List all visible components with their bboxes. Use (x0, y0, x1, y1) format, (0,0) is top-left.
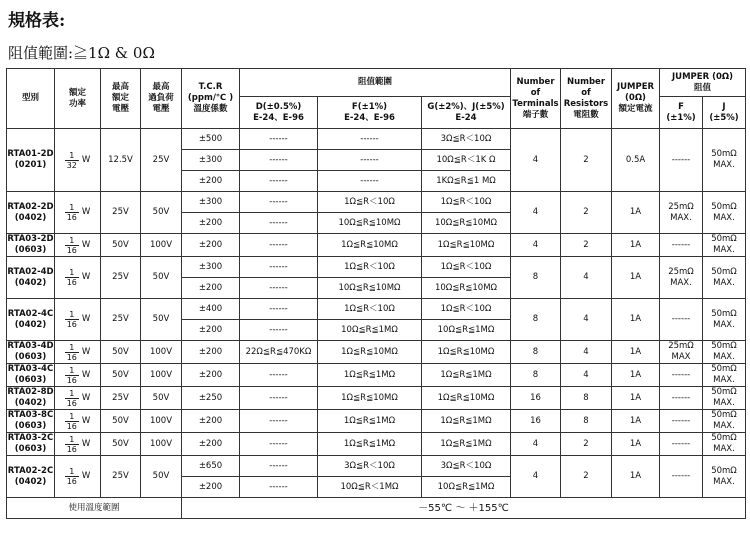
power-denominator: 16 (66, 245, 77, 255)
power-cell (55, 364, 101, 387)
jumper-j-cell: 50mΩ MAX. (703, 433, 746, 456)
overload-voltage-cell: 50V (141, 299, 182, 341)
range-d-cell: ------ (240, 171, 318, 192)
range-f-cell: 1Ω≦R≦1MΩ (318, 410, 422, 433)
spec-table (6, 68, 746, 519)
power-unit: W (81, 369, 91, 380)
power-cell (55, 387, 101, 410)
header-max-rated-voltage: 最高 額定 電壓 (101, 69, 141, 129)
range-d-cell: ------ (240, 387, 318, 410)
power-fraction (65, 151, 79, 170)
jumper-f-cell: 25mΩ MAX. (660, 257, 703, 299)
header-range-g: G(±2%)、J(±5%) E-24 (422, 97, 511, 129)
terminals-cell: 4 (511, 192, 561, 234)
power-fraction (65, 435, 79, 454)
overload-voltage-cell: 50V (141, 257, 182, 299)
jumper-current-cell: 1A (612, 387, 660, 410)
jumper-current-cell: 1A (612, 257, 660, 299)
range-d-cell: ------ (240, 129, 318, 150)
range-g-cell: 1Ω≦R≦10MΩ (422, 387, 511, 410)
rated-voltage-cell: 25V (101, 299, 141, 341)
resistors-cell: 4 (561, 299, 612, 341)
header-type: 型別 (7, 69, 55, 129)
range-d-cell: ------ (240, 192, 318, 213)
tcr-cell: ±300 (182, 192, 240, 213)
jumper-j-cell: 50mΩ MAX. (703, 387, 746, 410)
jumper-current-cell: 1A (612, 299, 660, 341)
rated-voltage-cell: 50V (101, 234, 141, 257)
jumper-j-cell: 50mΩ MAX. (703, 456, 746, 498)
rated-voltage-cell: 25V (101, 257, 141, 299)
terminals-cell: 4 (511, 129, 561, 192)
jumper-current-cell: 1A (612, 341, 660, 364)
terminals-cell: 8 (511, 299, 561, 341)
tcr-cell: ±200 (182, 278, 240, 299)
range-d-cell: ------ (240, 477, 318, 498)
jumper-j-cell: 50mΩ MAX. (703, 129, 746, 192)
range-f-cell: 10Ω≦R≦10MΩ (318, 278, 422, 299)
jumper-j-cell: 50mΩ MAX. (703, 410, 746, 433)
overload-voltage-cell: 100V (141, 234, 182, 257)
range-d-cell: ------ (240, 410, 318, 433)
jumper-f-cell: ------ (660, 234, 703, 257)
resistors-cell: 4 (561, 364, 612, 387)
table-row (7, 341, 746, 364)
table-row (7, 387, 746, 410)
spec-table-header (7, 69, 746, 129)
range-d-cell: ------ (240, 456, 318, 477)
overload-voltage-cell: 25V (141, 129, 182, 192)
rated-voltage-cell: 50V (101, 410, 141, 433)
power-cell (55, 234, 101, 257)
table-row (7, 299, 746, 320)
header-resistance-range: 阻值範圍 (240, 69, 511, 97)
model-cell: RTA03-4C (0603) (7, 364, 54, 385)
power-fraction (65, 389, 79, 408)
range-d-cell: ------ (240, 213, 318, 234)
spec-table-footer (7, 498, 746, 519)
range-d-cell: ------ (240, 234, 318, 257)
rated-voltage-cell: 12.5V (101, 129, 141, 192)
header-jumper-f: F (±1%) (660, 97, 703, 129)
jumper-current-cell: 1A (612, 410, 660, 433)
resistors-cell: 2 (561, 129, 612, 192)
table-row (7, 433, 746, 456)
terminals-cell: 16 (511, 410, 561, 433)
range-g-cell: 10Ω≦R≦1MΩ (422, 320, 511, 341)
table-row (7, 257, 746, 278)
power-fraction (65, 268, 79, 287)
range-f-cell: 1Ω≦R≦10MΩ (318, 234, 422, 257)
terminals-cell: 4 (511, 456, 561, 498)
range-f-cell: 1Ω≦R≦10MΩ (318, 341, 422, 364)
power-fraction (65, 467, 79, 486)
power-unit: W (81, 154, 91, 165)
range-d-cell: ------ (240, 364, 318, 387)
tcr-cell: ±200 (182, 364, 240, 387)
power-unit: W (81, 272, 91, 282)
range-g-cell: 1Ω≦R＜10Ω (422, 192, 511, 213)
power-numerator: 1 (65, 268, 79, 278)
range-d-cell: ------ (240, 257, 318, 278)
power-numerator: 1 (65, 435, 79, 445)
tcr-cell: ±300 (182, 150, 240, 171)
model-cell: RTA03-8C (0603) (7, 410, 54, 431)
power-denominator: 16 (66, 320, 77, 329)
power-unit: W (81, 346, 91, 357)
tcr-cell: ±250 (182, 387, 240, 410)
jumper-f-cell: ------ (660, 456, 703, 498)
jumper-f-cell: ------ (660, 410, 703, 433)
jumper-current-cell: 1A (612, 433, 660, 456)
model-cell: RTA01-2D (0201) (7, 129, 55, 192)
power-denominator: 16 (66, 444, 77, 454)
resistors-cell: 2 (561, 456, 612, 498)
tcr-cell: ±650 (182, 456, 240, 477)
power-numerator: 1 (65, 236, 79, 246)
tcr-cell: ±200 (182, 433, 240, 456)
table-row (7, 364, 746, 387)
range-f-cell: 10Ω≦R≦10MΩ (318, 213, 422, 234)
terminals-cell: 8 (511, 341, 561, 364)
resistors-cell: 8 (561, 410, 612, 433)
tcr-cell: ±200 (182, 234, 240, 257)
resistors-cell: 4 (561, 341, 612, 364)
power-fraction (65, 310, 79, 329)
range-g-cell: 1Ω≦R＜10Ω (422, 299, 511, 320)
tcr-cell: ±200 (182, 410, 240, 433)
overload-voltage-cell: 100V (141, 433, 182, 456)
overload-voltage-cell: 50V (141, 387, 182, 410)
rated-voltage-cell: 50V (101, 341, 141, 364)
range-f-cell: 1Ω≦R≦10MΩ (318, 387, 422, 410)
operating-temperature-label: 使用溫度範圍 (7, 498, 182, 519)
range-g-cell: 1Ω≦R≦1MΩ (422, 410, 511, 433)
table-row (7, 192, 746, 213)
jumper-current-cell: 0.5A (612, 129, 660, 192)
range-f-cell: ------ (318, 150, 422, 171)
jumper-j-cell: 50mΩ MAX. (703, 299, 746, 341)
tcr-cell: ±200 (182, 213, 240, 234)
range-f-cell: ------ (318, 171, 422, 192)
range-f-cell: 1Ω≦R＜10Ω (318, 192, 422, 213)
overload-voltage-cell: 100V (141, 341, 182, 364)
power-denominator: 32 (66, 160, 77, 170)
header-jumper-value: JUMPER (0Ω) 阻值 (660, 69, 746, 97)
resistors-cell: 2 (561, 433, 612, 456)
jumper-f-cell: 25mΩ MAX (660, 341, 703, 364)
jumper-f-cell: ------ (660, 433, 703, 456)
table-row (7, 410, 746, 433)
range-g-cell: 1Ω≦R＜10Ω (422, 257, 511, 278)
header-max-overload-voltage: 最高 過負荷 電壓 (141, 69, 182, 129)
power-denominator: 16 (66, 278, 77, 287)
power-cell (55, 299, 101, 341)
power-numerator: 1 (65, 151, 79, 161)
model-cell: RTA02-4D (0402) (7, 257, 55, 299)
range-g-cell: 10Ω≦R≦10MΩ (422, 213, 511, 234)
power-fraction (65, 203, 79, 222)
header-tcr: T.C.R (ppm/℃ ) 溫度係數 (182, 69, 240, 129)
power-cell (55, 410, 101, 433)
power-denominator: 16 (66, 213, 77, 222)
range-f-cell: 10Ω≦R＜1MΩ (318, 477, 422, 498)
tcr-cell: ±200 (182, 477, 240, 498)
range-f-cell: 1Ω≦R＜10Ω (318, 257, 422, 278)
header-range-f: F(±1%) E-24、E-96 (318, 97, 422, 129)
rated-voltage-cell: 50V (101, 433, 141, 456)
model-cell: RTA03-2C (0603) (7, 433, 54, 454)
header-range-d: D(±0.5%) E-24、E-96 (240, 97, 318, 129)
power-unit: W (81, 415, 91, 426)
range-g-cell: 3Ω≦R＜10Ω (422, 456, 511, 477)
power-cell (55, 456, 101, 498)
tcr-cell: ±200 (182, 171, 240, 192)
range-d-cell: 22Ω≦R≦470KΩ (240, 341, 318, 364)
overload-voltage-cell: 50V (141, 192, 182, 234)
table-row (7, 234, 746, 257)
jumper-f-cell: ------ (660, 299, 703, 341)
jumper-j-cell: 50mΩ MAX. (703, 257, 746, 299)
overload-voltage-cell: 100V (141, 410, 182, 433)
power-unit: W (81, 438, 91, 449)
operating-temperature-value: －55℃ ～ ＋155℃ (182, 498, 746, 519)
power-denominator: 16 (66, 375, 77, 385)
jumper-f-cell: ------ (660, 364, 703, 387)
range-f-cell: ------ (318, 129, 422, 150)
rated-voltage-cell: 25V (101, 456, 141, 498)
jumper-current-cell: 1A (612, 364, 660, 387)
power-unit: W (81, 392, 91, 403)
page-heading: 規格表: (8, 11, 66, 31)
range-g-cell: 10Ω≦R≦1MΩ (422, 477, 511, 498)
range-d-cell: ------ (240, 299, 318, 320)
table-row (7, 456, 746, 477)
range-f-cell: 1Ω≦R≦1MΩ (318, 364, 422, 387)
terminals-cell: 16 (511, 387, 561, 410)
spec-table-body (7, 129, 746, 498)
jumper-f-cell: ------ (660, 387, 703, 410)
tcr-cell: ±500 (182, 129, 240, 150)
range-d-cell: ------ (240, 433, 318, 456)
range-f-cell: 1Ω≦R＜10Ω (318, 299, 422, 320)
power-cell (55, 433, 101, 456)
resistors-cell: 2 (561, 234, 612, 257)
power-denominator: 16 (66, 352, 77, 362)
model-cell: RTA03-4D (0603) (7, 341, 54, 362)
jumper-j-cell: 50mΩ MAX. (703, 364, 746, 387)
power-cell (55, 129, 101, 192)
power-numerator: 1 (65, 389, 79, 399)
power-unit: W (81, 471, 91, 481)
power-numerator: 1 (65, 203, 79, 213)
header-jumper-j: J (±5%) (703, 97, 746, 129)
range-f-cell: 10Ω≦R≦1MΩ (318, 320, 422, 341)
model-cell: RTA02-4C (0402) (7, 299, 55, 341)
header-resistors: Number of Resistors 電阻數 (561, 69, 612, 129)
tcr-cell: ±200 (182, 320, 240, 341)
power-unit: W (81, 239, 91, 250)
rated-voltage-cell: 25V (101, 387, 141, 410)
jumper-j-cell: 50mΩ MAX. (703, 234, 746, 257)
rated-voltage-cell: 25V (101, 192, 141, 234)
resistors-cell: 4 (561, 257, 612, 299)
model-cell: RTA02-2C (0402) (7, 456, 55, 498)
jumper-current-cell: 1A (612, 456, 660, 498)
range-d-cell: ------ (240, 278, 318, 299)
power-numerator: 1 (65, 366, 79, 376)
terminals-cell: 8 (511, 257, 561, 299)
model-cell: RTA02-8D (0402) (7, 387, 54, 408)
power-denominator: 16 (66, 477, 77, 486)
range-g-cell: 1Ω≦R≦1MΩ (422, 364, 511, 387)
terminals-cell: 4 (511, 433, 561, 456)
power-numerator: 1 (65, 412, 79, 422)
power-numerator: 1 (65, 467, 79, 477)
jumper-j-cell: 50mΩ MAX. (703, 192, 746, 234)
model-cell: RTA03-2D (0603) (7, 234, 54, 255)
header-terminals: Number of Terminals 端子數 (511, 69, 561, 129)
power-unit: W (81, 314, 91, 324)
power-fraction (65, 343, 79, 362)
range-f-cell: 1Ω≦R≦1MΩ (318, 433, 422, 456)
range-g-cell: 1KΩ≦R≦1 MΩ (422, 171, 511, 192)
tcr-cell: ±400 (182, 299, 240, 320)
power-cell (55, 341, 101, 364)
table-row (7, 129, 746, 150)
power-fraction (65, 412, 79, 431)
jumper-current-cell: 1A (612, 192, 660, 234)
resistance-range-heading: 阻值範圍:≧1Ω & 0Ω (8, 44, 155, 62)
jumper-j-cell: 50mΩ MAX. (703, 341, 746, 364)
tcr-cell: ±300 (182, 257, 240, 278)
model-cell: RTA02-2D (0402) (7, 192, 55, 234)
resistors-cell: 8 (561, 387, 612, 410)
power-unit: W (81, 207, 91, 217)
range-g-cell: 1Ω≦R≦1MΩ (422, 433, 511, 456)
range-g-cell: 1Ω≦R≦10MΩ (422, 234, 511, 257)
tcr-cell: ±200 (182, 341, 240, 364)
power-fraction (65, 236, 79, 255)
range-d-cell: ------ (240, 150, 318, 171)
power-cell (55, 257, 101, 299)
range-g-cell: 10Ω≦R≦10MΩ (422, 278, 511, 299)
range-g-cell: 3Ω≦R＜10Ω (422, 129, 511, 150)
range-g-cell: 1Ω≦R≦10MΩ (422, 341, 511, 364)
jumper-f-cell: 25mΩ MAX. (660, 192, 703, 234)
header-jumper-current: JUMPER (0Ω) 額定電流 (612, 69, 660, 129)
jumper-f-cell: ------ (660, 129, 703, 192)
header-power: 額定 功率 (55, 69, 101, 129)
power-numerator: 1 (65, 310, 79, 320)
terminals-cell: 4 (511, 234, 561, 257)
overload-voltage-cell: 100V (141, 364, 182, 387)
power-denominator: 16 (66, 398, 77, 408)
power-fraction (65, 366, 79, 385)
overload-voltage-cell: 50V (141, 456, 182, 498)
range-d-cell: ------ (240, 320, 318, 341)
terminals-cell: 8 (511, 364, 561, 387)
range-g-cell: 10Ω≦R＜1K Ω (422, 150, 511, 171)
jumper-current-cell: 1A (612, 234, 660, 257)
rated-voltage-cell: 50V (101, 364, 141, 387)
power-cell (55, 192, 101, 234)
range-f-cell: 3Ω≦R＜10Ω (318, 456, 422, 477)
power-denominator: 16 (66, 421, 77, 431)
power-numerator: 1 (65, 343, 79, 353)
resistors-cell: 2 (561, 192, 612, 234)
